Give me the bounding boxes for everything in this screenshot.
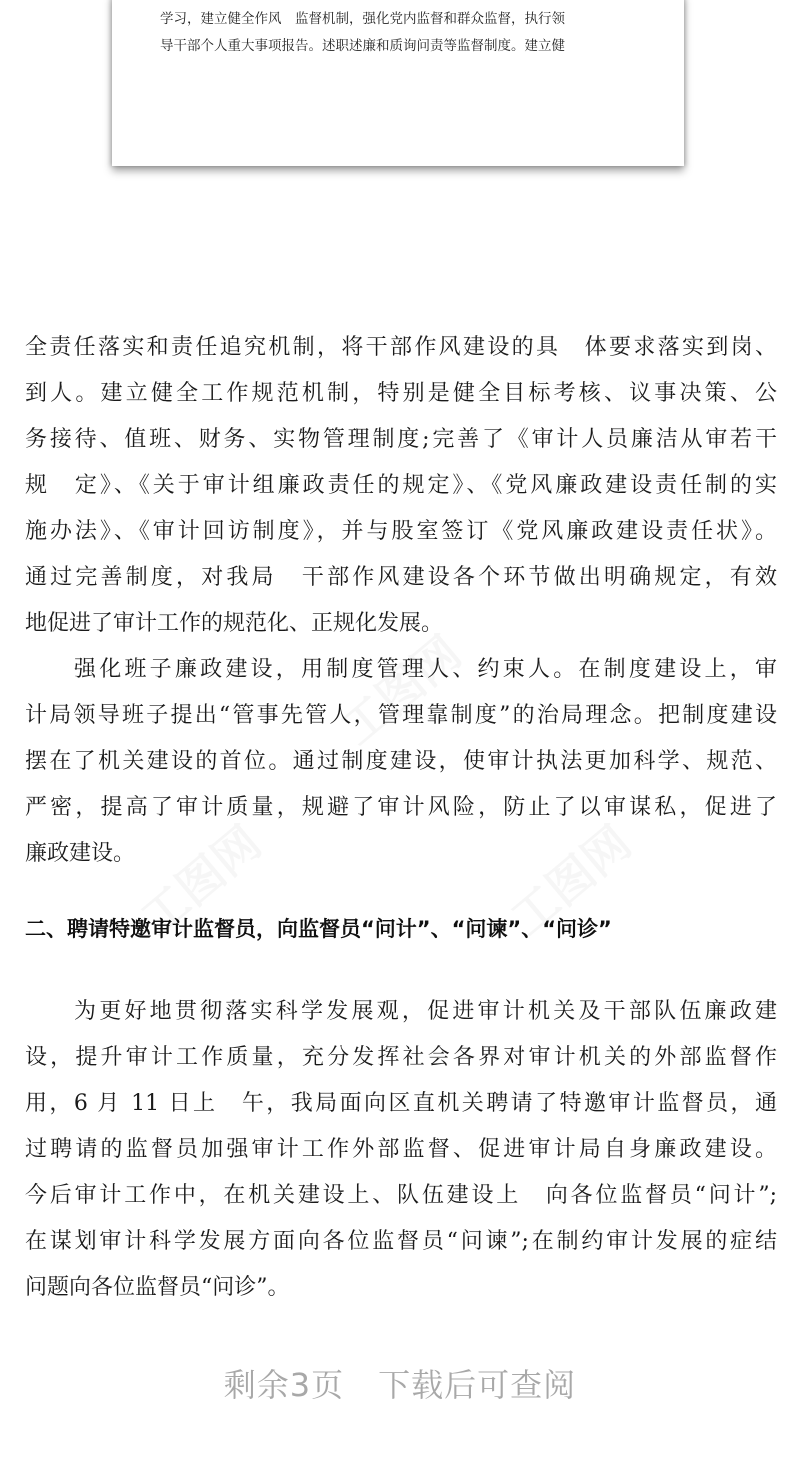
text-line: 务接待、值班、财务、实物管理制度;完善了《审计人员廉洁从审若干 [25, 427, 777, 452]
preview-text-line: 导干部个人重大事项报告。述职述廉和质询问责等监督制度。建立健 [160, 38, 565, 54]
text-line: 强化班子廉政建设，用制度管理人、约束人。在制度建设上，审 [74, 657, 777, 682]
text-line: 计局领导班子提出“管事先管人，管理靠制度”的治局理念。把制度建设 [25, 703, 777, 728]
download-to-view-label: 下载后可查阅 [378, 1366, 577, 1404]
text-line: 在谋划审计科学发展方面向各位监督员“问谏”;在制约审计发展的症结 [25, 1229, 777, 1254]
download-prompt[interactable] [0, 1360, 800, 1406]
page-preview-card [112, 0, 684, 166]
text-line: 问题向各位监督员“问诊”。 [25, 1275, 290, 1300]
remaining-pages-label: 剩余3页 [223, 1366, 345, 1404]
text-line: 用，6 月 11 日上 午，我局面向区直机关聘请了特邀审计监督员，通 [25, 1091, 777, 1116]
text-line: 为更好地贯彻落实科学发展观，促进审计机关及干部队伍廉政建 [74, 999, 777, 1024]
text-line: 到人。建立健全工作规范机制，特别是健全目标考核、议事决策、公 [25, 381, 777, 406]
text-line: 全责任落实和责任追究机制，将干部作风建设的具 体要求落实到岗、 [25, 335, 777, 360]
text-line: 规 定》、《关于审计组廉政责任的规定》、《党风廉政建设责任制的实 [25, 473, 777, 498]
text-line: 摆在了机关建设的首位。通过制度建设，使审计执法更加科学、规范、 [25, 749, 777, 774]
text-line: 通过完善制度，对我局 干部作风建设各个环节做出明确规定，有效 [25, 565, 777, 590]
section-heading: 二、聘请特邀审计监督员，向监督员“问计”、“问谏”、“问诊” [25, 917, 612, 941]
text-line: 廉政建设。 [25, 841, 136, 866]
text-line: 设，提升审计工作质量，充分发挥社会各界对审计机关的外部监督作 [25, 1045, 777, 1070]
text-line: 今后审计工作中，在机关建设上、队伍建设上 向各位监督员“问计”; [25, 1183, 777, 1208]
text-line: 施办法》、《审计回访制度》，并与股室签订《党风廉政建设责任状》。 [25, 519, 777, 544]
text-line: 过聘请的监督员加强审计工作外部监督、促进审计局自身廉政建设。 [25, 1137, 777, 1162]
text-line: 地促进了审计工作的规范化、正规化发展。 [25, 611, 444, 636]
text-line: 严密，提高了审计质量，规避了审计风险，防止了以审谋私，促进了 [25, 795, 777, 820]
preview-text-line: 学习，建立健全作风 监督机制，强化党内监督和群众监督，执行领 [160, 11, 565, 27]
